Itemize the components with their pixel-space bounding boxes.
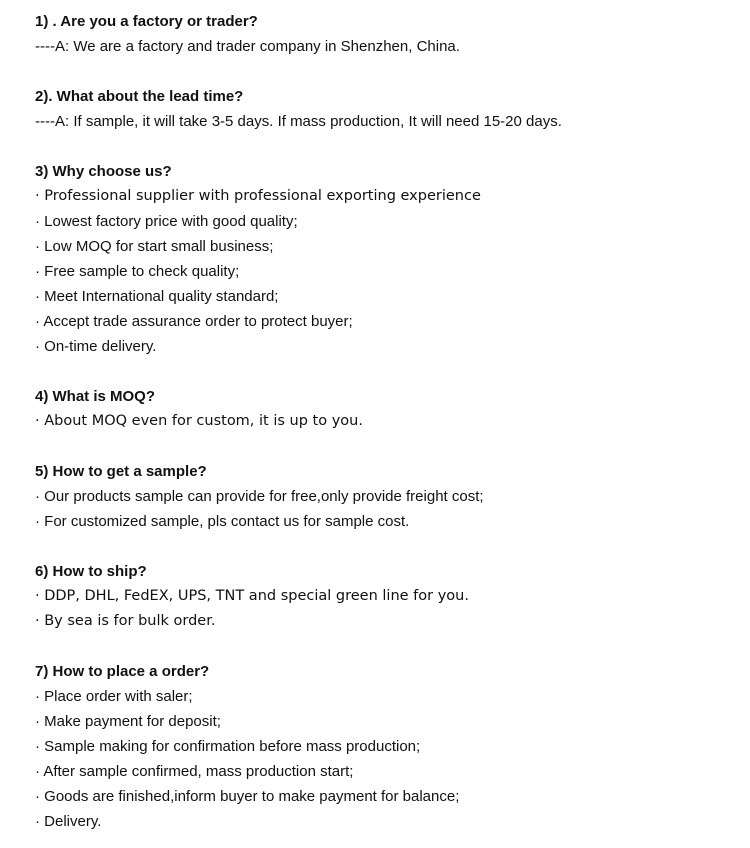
faq-answer: · About MOQ even for custom, it is up to you.	[35, 413, 363, 429]
faq-list	[35, 9, 735, 834]
faq-answer: · By sea is for bulk order.	[35, 613, 216, 629]
faq-question: 5) How to get a sample?	[35, 463, 207, 480]
faq-question: 6) How to ship?	[35, 563, 147, 580]
faq-answer: · After sample confirmed, mass production start;	[35, 763, 354, 780]
faq-answer: · Sample making for confirmation before mass production;	[35, 738, 421, 755]
section-spacer	[35, 534, 735, 559]
section-spacer	[35, 434, 735, 459]
faq-answer: · Our products sample can provide for free,only provide freight cost;	[35, 488, 484, 505]
faq-question: 4) What is MOQ?	[35, 388, 155, 405]
faq-answer: · On-time delivery.	[35, 338, 157, 355]
section-spacer	[35, 634, 735, 659]
faq-answer: · Accept trade assurance order to protect buyer;	[35, 313, 353, 330]
faq-question: 1) . Are you a factory or trader?	[35, 13, 258, 30]
faq-answer: · Professional supplier with professional exporting experience	[35, 188, 481, 204]
faq-answer: · Free sample to check quality;	[35, 263, 240, 280]
faq-answer: · For customized sample, pls contact us for sample cost.	[35, 513, 410, 530]
faq-answer: · Place order with saler;	[35, 688, 193, 705]
faq-answer: ----A: If sample, it will take 3-5 days. If mass production, It will need 15-20 days.	[35, 113, 562, 130]
faq-question: 2). What about the lead time?	[35, 88, 244, 105]
faq-question: 7) How to place a order?	[35, 663, 210, 680]
section-spacer	[35, 359, 735, 384]
faq-answer: ----A: We are a factory and trader company in Shenzhen, China.	[35, 38, 460, 55]
faq-answer: · Lowest factory price with good quality;	[35, 213, 298, 230]
faq-answer: · DDP, DHL, FedEX, UPS, TNT and special green line for you.	[35, 588, 469, 604]
faq-question: 3) Why choose us?	[35, 163, 172, 180]
faq-answer: · Low MOQ for start small business;	[35, 238, 274, 255]
faq-answer: · Make payment for deposit;	[35, 713, 221, 730]
section-spacer	[35, 59, 735, 84]
faq-answer: · Goods are finished,inform buyer to make payment for balance;	[35, 788, 460, 805]
section-spacer	[35, 134, 735, 159]
faq-answer: · Meet International quality standard;	[35, 288, 279, 305]
faq-answer: · Delivery.	[35, 813, 102, 830]
